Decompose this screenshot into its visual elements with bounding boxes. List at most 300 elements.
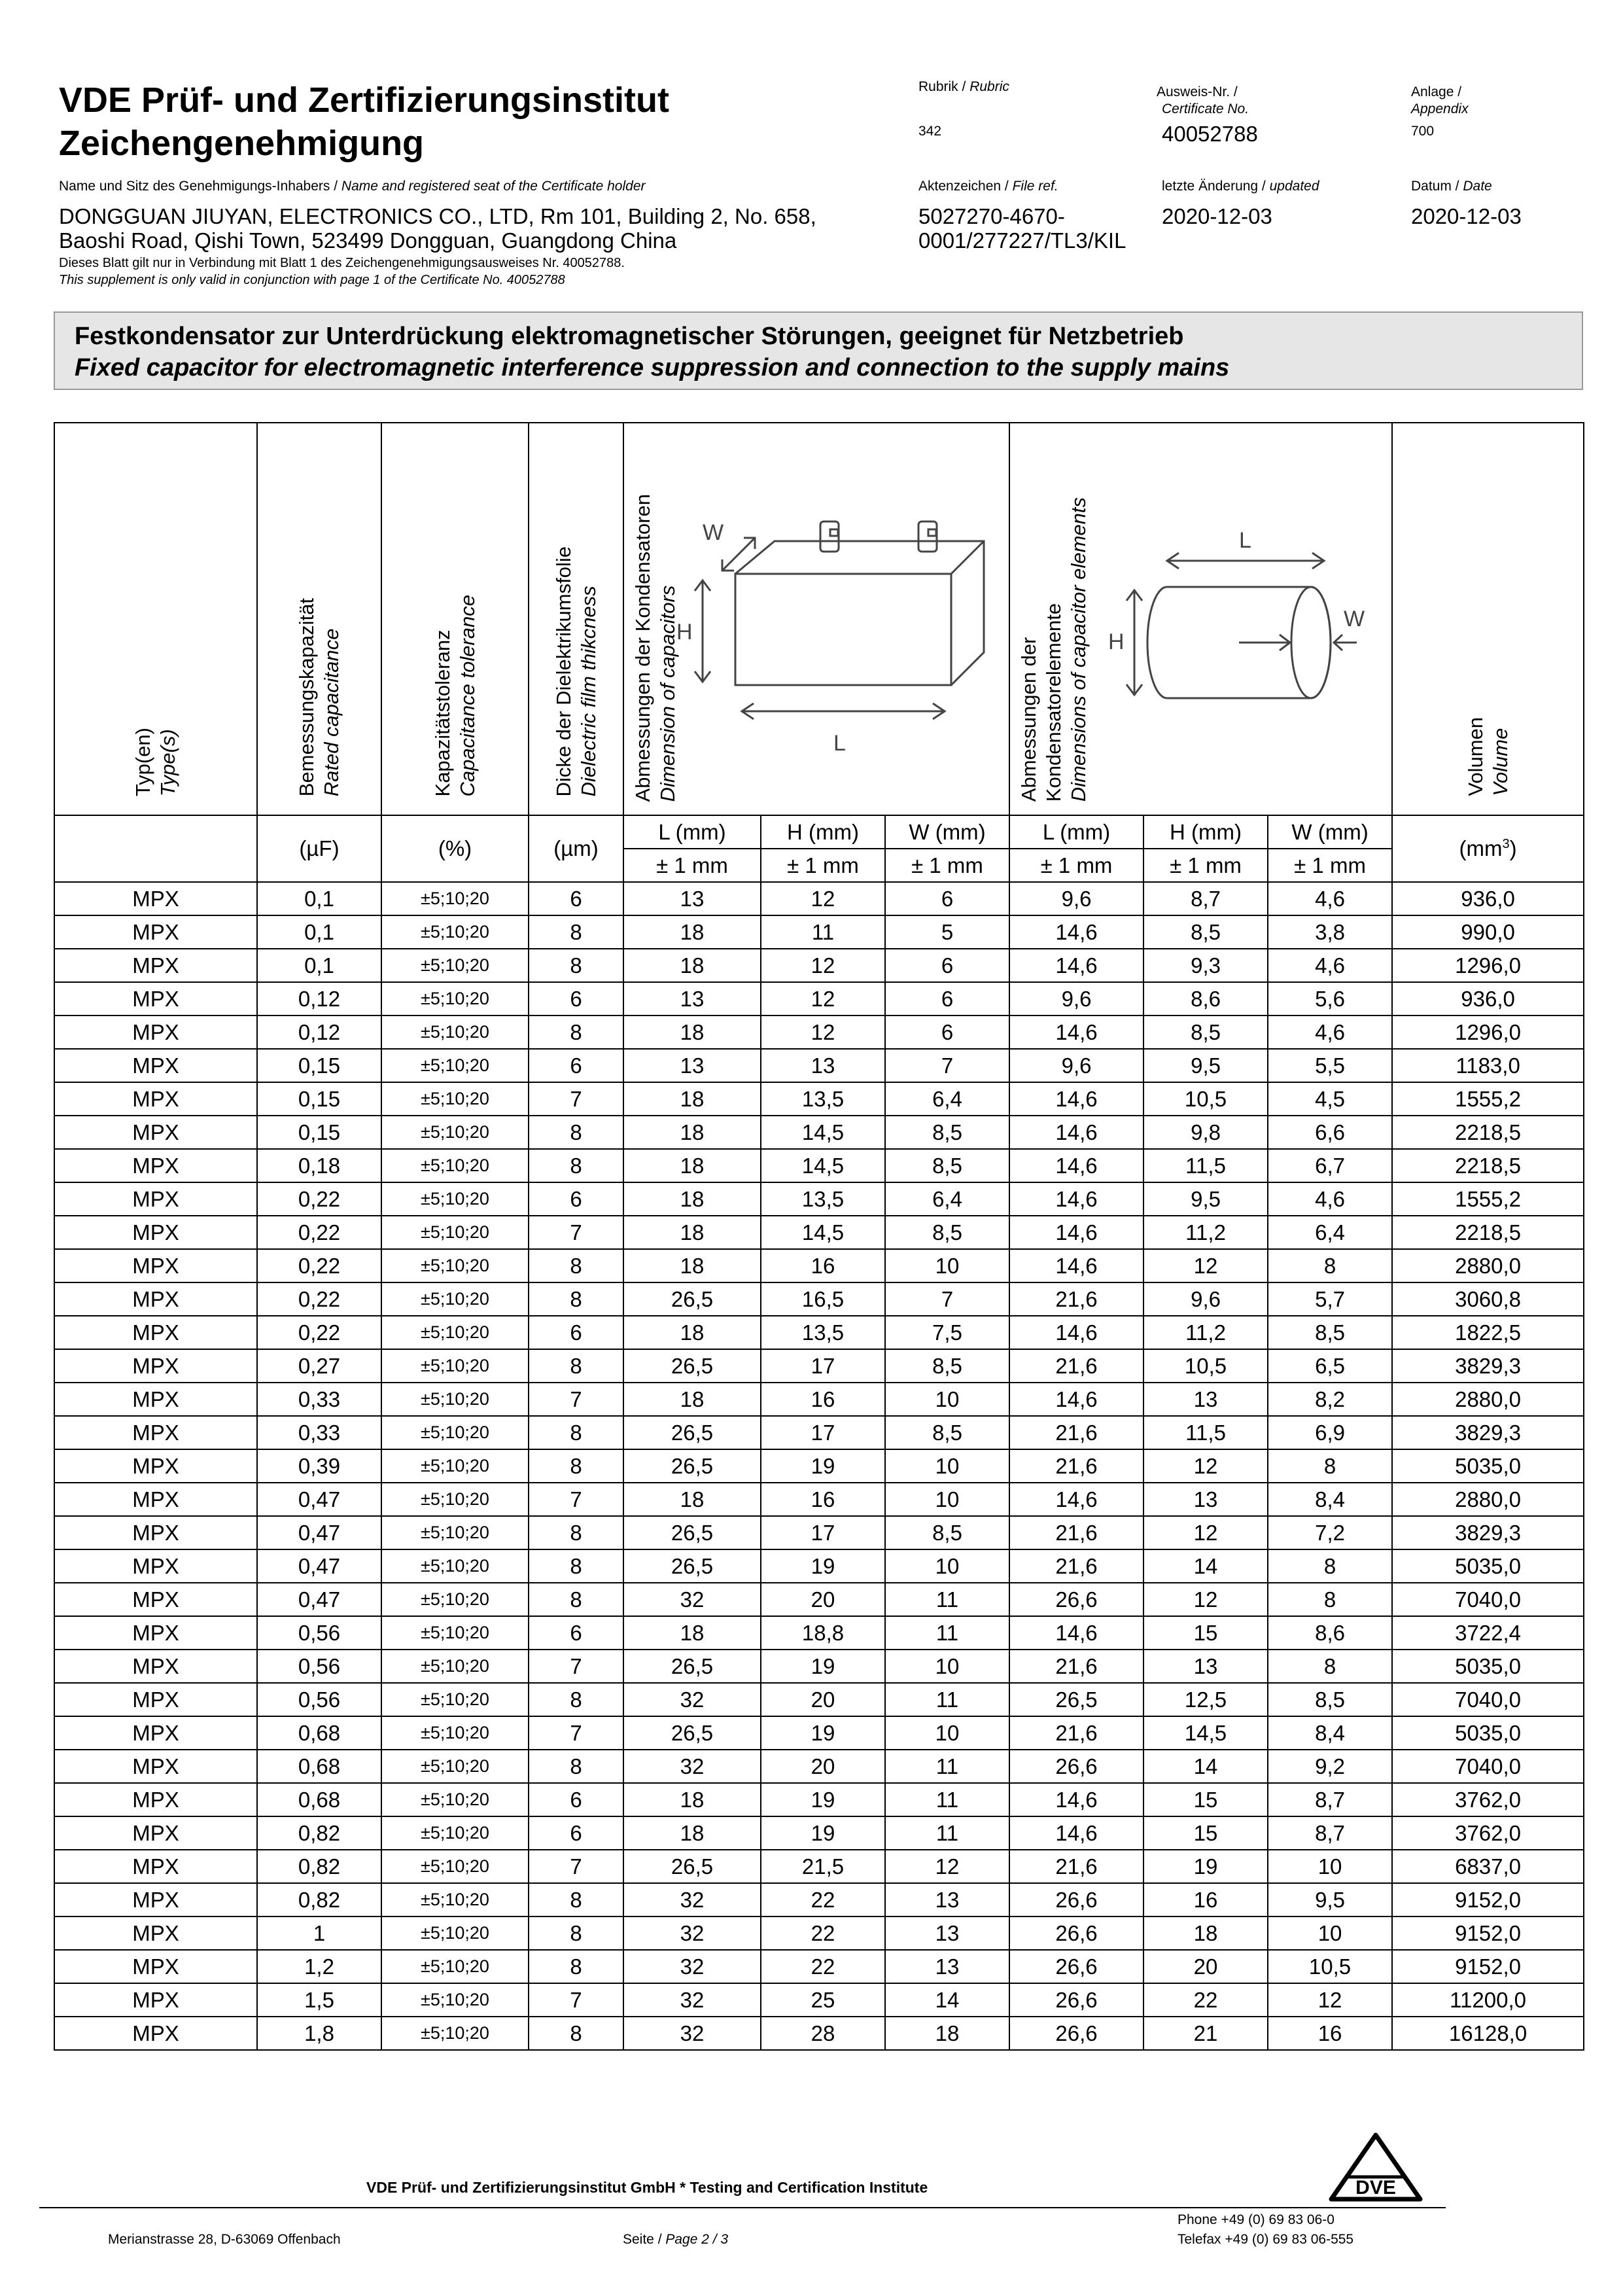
cell-elem-w: 6,6 <box>1268 1116 1392 1149</box>
cell-cap-h: 14,5 <box>761 1149 885 1182</box>
cell-film: 8 <box>529 1883 623 1916</box>
cell-capacitance: 0,15 <box>257 1082 381 1116</box>
cell-capacitance: 0,15 <box>257 1116 381 1149</box>
table-row <box>54 1850 1584 1883</box>
cell-cap-l: 26,5 <box>623 1716 761 1750</box>
banner-title-en: Fixed capacitor for electromagnetic interference suppression and connection to the supply mains <box>75 354 1230 381</box>
cell-type: MPX <box>54 1282 257 1316</box>
cell-film: 7 <box>529 1216 623 1249</box>
tol-elem-w: ± 1 mm <box>1268 849 1392 882</box>
cell-cap-l: 32 <box>623 1750 761 1783</box>
cell-cap-l: 18 <box>623 1316 761 1349</box>
cell-film: 7 <box>529 1483 623 1516</box>
cell-cap-w: 8,5 <box>885 1216 1009 1249</box>
cell-volume: 1555,2 <box>1392 1182 1584 1216</box>
cell-cap-h: 12 <box>761 1016 885 1049</box>
cell-tolerance: ±5;10;20 <box>381 1883 529 1916</box>
cell-tolerance: ±5;10;20 <box>381 915 529 949</box>
cell-cap-h: 12 <box>761 982 885 1016</box>
cell-film: 6 <box>529 1316 623 1349</box>
element-w-label: W <box>1344 607 1365 631</box>
cell-capacitance: 0,82 <box>257 1816 381 1850</box>
cell-elem-w: 8,5 <box>1268 1683 1392 1716</box>
cell-film: 8 <box>529 1449 623 1483</box>
file-ref-line-1: 5027270-4670- <box>918 204 1065 228</box>
diagram-w-label: W <box>703 520 724 545</box>
cell-cap-h: 13,5 <box>761 1182 885 1216</box>
cell-volume: 3762,0 <box>1392 1783 1584 1816</box>
cell-volume: 2218,5 <box>1392 1116 1584 1149</box>
cell-elem-w: 8,4 <box>1268 1483 1392 1516</box>
cell-elem-l: 21,6 <box>1009 1549 1143 1583</box>
table-row <box>54 1983 1584 2017</box>
cell-tolerance: ±5;10;20 <box>381 1583 529 1616</box>
cell-elem-h: 9,8 <box>1143 1116 1268 1149</box>
cell-cap-h: 19 <box>761 1716 885 1750</box>
cell-capacitance: 0,22 <box>257 1182 381 1216</box>
cell-type: MPX <box>54 1816 257 1850</box>
cell-volume: 9152,0 <box>1392 1883 1584 1916</box>
cell-cap-w: 8,5 <box>885 1349 1009 1383</box>
cell-cap-h: 22 <box>761 1883 885 1916</box>
cell-type: MPX <box>54 2017 257 2050</box>
cell-tolerance: ±5;10;20 <box>381 1149 529 1182</box>
cell-volume: 1296,0 <box>1392 1016 1584 1049</box>
cell-cap-w: 10 <box>885 1549 1009 1583</box>
table-row <box>54 1016 1584 1049</box>
unit-film: (µm) <box>529 815 623 882</box>
cell-cap-h: 13,5 <box>761 1082 885 1116</box>
cell-elem-w: 5,7 <box>1268 1282 1392 1316</box>
cell-film: 8 <box>529 1516 623 1549</box>
cell-elem-l: 14,6 <box>1009 1149 1143 1182</box>
table-row <box>54 1282 1584 1316</box>
cell-elem-w: 8 <box>1268 1583 1392 1616</box>
cell-tolerance: ±5;10;20 <box>381 1082 529 1116</box>
cell-cap-w: 11 <box>885 1683 1009 1716</box>
cell-volume: 1183,0 <box>1392 1049 1584 1082</box>
unit-elem-l: L (mm) <box>1009 815 1143 849</box>
footer-institute: VDE Prüf- und Zertifizierungsinstitut GmbH * Testing and Certification Institute <box>366 2179 928 2196</box>
cell-type: MPX <box>54 1716 257 1750</box>
cell-elem-h: 15 <box>1143 1783 1268 1816</box>
cell-elem-h: 10,5 <box>1143 1082 1268 1116</box>
cell-cap-l: 18 <box>623 949 761 982</box>
table-row <box>54 1816 1584 1850</box>
cell-cap-l: 13 <box>623 1049 761 1082</box>
cell-volume: 1555,2 <box>1392 1082 1584 1116</box>
cell-tolerance: ±5;10;20 <box>381 1249 529 1282</box>
cell-cap-l: 26,5 <box>623 1349 761 1383</box>
cell-elem-l: 26,6 <box>1009 1883 1143 1916</box>
cell-cap-l: 26,5 <box>623 1416 761 1449</box>
cell-capacitance: 0,22 <box>257 1216 381 1249</box>
cell-tolerance: ±5;10;20 <box>381 1750 529 1783</box>
cell-elem-l: 14,6 <box>1009 949 1143 982</box>
footer-page: Seite / Page 2 / 3 <box>623 2232 729 2247</box>
cell-cap-l: 18 <box>623 1483 761 1516</box>
cell-volume: 3829,3 <box>1392 1349 1584 1383</box>
table-row <box>54 915 1584 949</box>
cell-elem-h: 18 <box>1143 1916 1268 1950</box>
cell-tolerance: ±5;10;20 <box>381 1449 529 1483</box>
cell-cap-w: 8,5 <box>885 1116 1009 1149</box>
cell-cap-h: 18,8 <box>761 1616 885 1650</box>
cell-cap-l: 18 <box>623 1616 761 1650</box>
certificate-number: 40052788 <box>1162 122 1258 146</box>
cell-film: 8 <box>529 1282 623 1316</box>
cell-film: 6 <box>529 1816 623 1850</box>
cell-cap-h: 19 <box>761 1783 885 1816</box>
cell-cap-w: 10 <box>885 1383 1009 1416</box>
cell-cap-l: 18 <box>623 1783 761 1816</box>
cell-elem-h: 8,7 <box>1143 882 1268 915</box>
cell-capacitance: 0,56 <box>257 1683 381 1716</box>
cell-elem-h: 22 <box>1143 1983 1268 2017</box>
cell-type: MPX <box>54 1082 257 1116</box>
cell-capacitance: 0,47 <box>257 1516 381 1549</box>
cell-type: MPX <box>54 1249 257 1282</box>
cell-cap-l: 32 <box>623 1583 761 1616</box>
cell-tolerance: ±5;10;20 <box>381 1716 529 1750</box>
table-row <box>54 1616 1584 1650</box>
cell-tolerance: ±5;10;20 <box>381 1549 529 1583</box>
cell-type: MPX <box>54 1650 257 1683</box>
footer-address: Merianstrasse 28, D-63069 Offenbach <box>108 2232 341 2247</box>
cell-cap-h: 22 <box>761 1916 885 1950</box>
cell-capacitance: 0,1 <box>257 949 381 982</box>
tol-elem-l: ± 1 mm <box>1009 849 1143 882</box>
cell-film: 8 <box>529 1416 623 1449</box>
cell-elem-l: 14,6 <box>1009 1383 1143 1416</box>
cell-type: MPX <box>54 1116 257 1149</box>
cell-tolerance: ±5;10;20 <box>381 1349 529 1383</box>
cell-elem-w: 16 <box>1268 2017 1392 2050</box>
cell-cap-w: 6,4 <box>885 1182 1009 1216</box>
cell-tolerance: ±5;10;20 <box>381 1116 529 1149</box>
unit-volume: $(mm^3)$ <box>1392 815 1584 882</box>
cell-film: 8 <box>529 1349 623 1383</box>
cell-elem-h: 15 <box>1143 1616 1268 1650</box>
table-row <box>54 1750 1584 1783</box>
cell-elem-l: 14,6 <box>1009 1216 1143 1249</box>
cell-elem-l: 21,6 <box>1009 1516 1143 1549</box>
footer-fax: Telefax +49 (0) 69 83 06-555 <box>1178 2232 1354 2247</box>
cell-tolerance: ±5;10;20 <box>381 949 529 982</box>
cell-cap-h: 16 <box>761 1383 885 1416</box>
cell-volume: 5035,0 <box>1392 1650 1584 1683</box>
cell-volume: 2880,0 <box>1392 1383 1584 1416</box>
cell-cap-l: 32 <box>623 1883 761 1916</box>
cell-cap-h: 11 <box>761 915 885 949</box>
cell-tolerance: ±5;10;20 <box>381 1416 529 1449</box>
cell-volume: 9152,0 <box>1392 1916 1584 1950</box>
cell-elem-h: 12 <box>1143 1249 1268 1282</box>
cell-cap-h: 13,5 <box>761 1316 885 1349</box>
appendix-value: 700 <box>1411 124 1435 139</box>
cell-elem-l: 14,6 <box>1009 1816 1143 1850</box>
cell-elem-l: 14,6 <box>1009 915 1143 949</box>
cell-type: MPX <box>54 1016 257 1049</box>
cell-cap-w: 14 <box>885 1983 1009 2017</box>
rubric-label: Rubrik / Rubric <box>918 79 1009 94</box>
table-row <box>54 1416 1584 1449</box>
cell-type: MPX <box>54 1216 257 1249</box>
vde-logo-text: DVE <box>1355 2177 1396 2199</box>
cell-elem-l: 21,6 <box>1009 1650 1143 1683</box>
validity-note-en: This supplement is only valid in conjunction with page 1 of the Certificate No. 40052788 <box>59 273 565 287</box>
cell-film: 6 <box>529 1783 623 1816</box>
cell-elem-l: 21,6 <box>1009 1850 1143 1883</box>
cell-cap-w: 18 <box>885 2017 1009 2050</box>
cell-elem-w: 8,2 <box>1268 1383 1392 1416</box>
cell-film: 8 <box>529 949 623 982</box>
cell-cap-h: 17 <box>761 1349 885 1383</box>
capacitor-table <box>54 422 1584 2051</box>
cell-elem-l: 14,6 <box>1009 1783 1143 1816</box>
holder-line-2: Baoshi Road, Qishi Town, 523499 Dongguan, Guangdong China <box>59 228 677 253</box>
cell-volume: 2218,5 <box>1392 1149 1584 1182</box>
cell-volume: 2880,0 <box>1392 1483 1584 1516</box>
cell-elem-l: 9,6 <box>1009 982 1143 1016</box>
cell-tolerance: ±5;10;20 <box>381 1783 529 1816</box>
cell-elem-w: 8,6 <box>1268 1616 1392 1650</box>
cell-film: 6 <box>529 982 623 1016</box>
cell-cap-l: 18 <box>623 1149 761 1182</box>
cell-elem-w: 8 <box>1268 1549 1392 1583</box>
cell-tolerance: ±5;10;20 <box>381 982 529 1016</box>
file-ref-label: Aktenzeichen / File ref. <box>918 179 1058 194</box>
cell-elem-w: 6,4 <box>1268 1216 1392 1249</box>
cell-elem-h: 15 <box>1143 1816 1268 1850</box>
table-row <box>54 1783 1584 1816</box>
cell-type: MPX <box>54 915 257 949</box>
cell-film: 8 <box>529 1116 623 1149</box>
cell-film: 8 <box>529 1916 623 1950</box>
cell-type: MPX <box>54 1916 257 1950</box>
cell-elem-h: 16 <box>1143 1883 1268 1916</box>
cell-elem-w: 5,5 <box>1268 1049 1392 1082</box>
cell-tolerance: ±5;10;20 <box>381 1016 529 1049</box>
cell-tolerance: ±5;10;20 <box>381 1216 529 1249</box>
date-label: Datum / Date <box>1411 179 1492 194</box>
cell-volume: 3829,3 <box>1392 1516 1584 1549</box>
product-banner <box>54 311 1583 390</box>
table-row <box>54 1249 1584 1282</box>
cell-film: 8 <box>529 1016 623 1049</box>
cell-type: MPX <box>54 1750 257 1783</box>
cell-volume: 1296,0 <box>1392 949 1584 982</box>
cell-cap-w: 10 <box>885 1483 1009 1516</box>
cell-capacitance: 0,82 <box>257 1850 381 1883</box>
table-row <box>54 1449 1584 1483</box>
table-row <box>54 1149 1584 1182</box>
cell-cap-w: 11 <box>885 1616 1009 1650</box>
cell-type: MPX <box>54 1549 257 1583</box>
table-row <box>54 1216 1584 1249</box>
cell-tolerance: ±5;10;20 <box>381 1950 529 1983</box>
table-row <box>54 1316 1584 1349</box>
header-film-thickness: Dicke der Dielektrikumsfolie Dielectric film thikcness <box>529 423 623 815</box>
footer-divider <box>39 2207 1446 2208</box>
cell-capacitance: 0,82 <box>257 1883 381 1916</box>
header-type: Typ(en) Type(s) <box>54 423 257 815</box>
cell-elem-l: 21,6 <box>1009 1416 1143 1449</box>
cell-volume: 7040,0 <box>1392 1683 1584 1716</box>
certificate-label-en: Certificate No. <box>1162 101 1249 116</box>
cell-cap-l: 18 <box>623 1016 761 1049</box>
holder-label: Name und Sitz des Genehmigungs-Inhabers / Name and registered seat of the Certificate holder <box>59 179 646 194</box>
cell-film: 8 <box>529 1750 623 1783</box>
cell-type: MPX <box>54 1783 257 1816</box>
cell-cap-l: 18 <box>623 1816 761 1850</box>
cell-elem-h: 21 <box>1143 2017 1268 2050</box>
updated-label: letzte Änderung / updated <box>1162 179 1319 194</box>
cell-cap-h: 22 <box>761 1950 885 1983</box>
cell-elem-h: 9,3 <box>1143 949 1268 982</box>
table-row <box>54 1716 1584 1750</box>
cell-cap-w: 8,5 <box>885 1416 1009 1449</box>
cell-cap-h: 19 <box>761 1816 885 1850</box>
cell-cap-h: 20 <box>761 1750 885 1783</box>
cell-cap-h: 14,5 <box>761 1216 885 1249</box>
cell-elem-l: 26,6 <box>1009 1950 1143 1983</box>
table-row <box>54 1116 1584 1149</box>
table-row <box>54 1383 1584 1416</box>
cell-elem-w: 6,9 <box>1268 1416 1392 1449</box>
table-row <box>54 882 1584 915</box>
cell-cap-w: 11 <box>885 1750 1009 1783</box>
cell-cap-w: 13 <box>885 1950 1009 1983</box>
cell-film: 6 <box>529 1616 623 1650</box>
cell-cap-w: 10 <box>885 1449 1009 1483</box>
cell-elem-w: 3,8 <box>1268 915 1392 949</box>
cell-type: MPX <box>54 1416 257 1449</box>
tol-cap-h: ± 1 mm <box>761 849 885 882</box>
cell-capacitance: 0,18 <box>257 1149 381 1182</box>
cell-elem-w: 6,7 <box>1268 1149 1392 1182</box>
cell-type: MPX <box>54 1449 257 1483</box>
rubric-value: 342 <box>918 124 942 139</box>
cell-type: MPX <box>54 1983 257 2017</box>
cell-type: MPX <box>54 1883 257 1916</box>
cell-elem-h: 14 <box>1143 1750 1268 1783</box>
cell-cap-w: 8,5 <box>885 1516 1009 1549</box>
cell-volume: 3762,0 <box>1392 1816 1584 1850</box>
cell-cap-w: 5 <box>885 915 1009 949</box>
cell-elem-l: 14,6 <box>1009 1016 1143 1049</box>
cell-cap-w: 6,4 <box>885 1082 1009 1116</box>
cell-film: 8 <box>529 1249 623 1282</box>
cell-cap-h: 19 <box>761 1650 885 1683</box>
table-row <box>54 2017 1584 2050</box>
cell-elem-w: 8 <box>1268 1249 1392 1282</box>
cell-elem-w: 4,5 <box>1268 1082 1392 1116</box>
cell-type: MPX <box>54 1182 257 1216</box>
cell-volume: 9152,0 <box>1392 1950 1584 1983</box>
cell-volume: 990,0 <box>1392 915 1584 949</box>
cell-film: 6 <box>529 882 623 915</box>
date-value: 2020-12-03 <box>1411 204 1522 228</box>
table-row <box>54 1950 1584 1983</box>
cell-film: 8 <box>529 1549 623 1583</box>
table-row <box>54 982 1584 1016</box>
cell-type: MPX <box>54 1049 257 1082</box>
cell-cap-w: 7,5 <box>885 1316 1009 1349</box>
cell-volume: 2880,0 <box>1392 1249 1584 1282</box>
cell-elem-w: 4,6 <box>1268 882 1392 915</box>
cell-tolerance: ±5;10;20 <box>381 882 529 915</box>
cell-cap-l: 26,5 <box>623 1282 761 1316</box>
cell-cap-l: 32 <box>623 1950 761 1983</box>
cell-film: 8 <box>529 1583 623 1616</box>
cell-type: MPX <box>54 982 257 1016</box>
cell-cap-l: 18 <box>623 1082 761 1116</box>
cell-cap-w: 7 <box>885 1049 1009 1082</box>
cell-elem-w: 7,2 <box>1268 1516 1392 1549</box>
cell-elem-h: 14,5 <box>1143 1716 1268 1750</box>
cell-cap-w: 7 <box>885 1282 1009 1316</box>
table-row <box>54 1082 1584 1116</box>
cell-capacitance: 0,47 <box>257 1549 381 1583</box>
cell-capacitance: 1,5 <box>257 1983 381 2017</box>
table-row <box>54 1683 1584 1716</box>
cell-volume: 2218,5 <box>1392 1216 1584 1249</box>
header-rated-capacitance: Bemessungskapazität Rated capacitance <box>257 423 381 815</box>
cell-film: 6 <box>529 1182 623 1216</box>
cell-capacitance: 0,68 <box>257 1716 381 1750</box>
cell-elem-w: 8,7 <box>1268 1783 1392 1816</box>
cell-cap-w: 6 <box>885 1016 1009 1049</box>
cell-elem-h: 11,5 <box>1143 1149 1268 1182</box>
cell-volume: 11200,0 <box>1392 1983 1584 2017</box>
cell-volume: 5035,0 <box>1392 1716 1584 1750</box>
cell-tolerance: ±5;10;20 <box>381 1182 529 1216</box>
cell-cap-h: 20 <box>761 1583 885 1616</box>
cell-cap-l: 18 <box>623 915 761 949</box>
file-ref-line-2: 0001/277227/TL3/KIL <box>918 228 1126 253</box>
cell-type: MPX <box>54 1483 257 1516</box>
cell-elem-h: 11,2 <box>1143 1316 1268 1349</box>
cell-elem-l: 26,6 <box>1009 1916 1143 1950</box>
cell-capacitance: 0,56 <box>257 1616 381 1650</box>
cell-cap-w: 11 <box>885 1583 1009 1616</box>
cell-volume: 16128,0 <box>1392 2017 1584 2050</box>
cell-cap-w: 10 <box>885 1716 1009 1750</box>
cell-elem-w: 6,5 <box>1268 1349 1392 1383</box>
table-row <box>54 1583 1584 1616</box>
cell-capacitance: 0,68 <box>257 1750 381 1783</box>
cell-volume: 936,0 <box>1392 882 1584 915</box>
cell-film: 7 <box>529 1082 623 1116</box>
cell-cap-h: 12 <box>761 882 885 915</box>
cell-type: MPX <box>54 1149 257 1182</box>
cell-cap-w: 10 <box>885 1249 1009 1282</box>
cell-cap-w: 8,5 <box>885 1149 1009 1182</box>
cell-elem-h: 8,5 <box>1143 1016 1268 1049</box>
cell-elem-l: 14,6 <box>1009 1483 1143 1516</box>
cell-tolerance: ±5;10;20 <box>381 1850 529 1883</box>
cell-volume: 7040,0 <box>1392 1583 1584 1616</box>
tol-elem-h: ± 1 mm <box>1143 849 1268 882</box>
table-row <box>54 1650 1584 1683</box>
cell-elem-w: 4,6 <box>1268 1016 1392 1049</box>
cell-elem-w: 8,7 <box>1268 1816 1392 1850</box>
cell-elem-h: 14 <box>1143 1549 1268 1583</box>
cell-cap-h: 16,5 <box>761 1282 885 1316</box>
cell-elem-l: 26,6 <box>1009 1583 1143 1616</box>
table-row <box>54 1182 1584 1216</box>
